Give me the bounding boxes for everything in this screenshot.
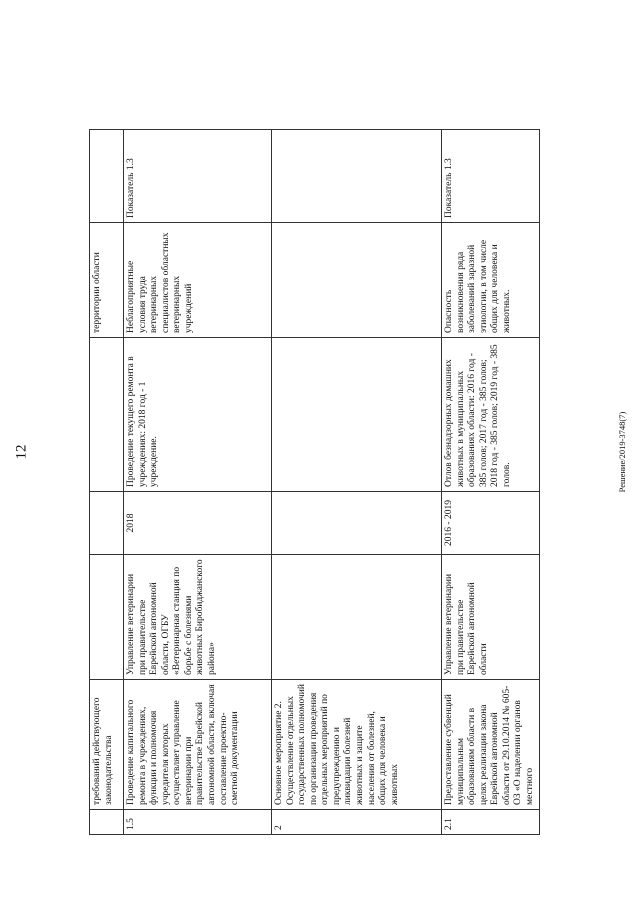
cell-term <box>272 492 442 555</box>
cell-measure-name: Основное мероприятие 2. Осуществление отдельных государственных полномочий по организации проведения отдельных мероприятий по предупреждению и ликвидации болезней животных и защите населения от болезней, общих для человека и животных <box>272 680 442 810</box>
cell-executor: Управление ветеринарии при правительстве Еврейской автономной области, ОГБУ «Ветеринарная станция по борьбе с болезнями животных Биробиджанского района» <box>124 555 272 680</box>
cell-consequences <box>272 223 442 338</box>
page-number: 12 <box>13 444 30 460</box>
cell-executor <box>272 555 442 680</box>
cell-indicator: Показатель 1.3 <box>124 130 272 223</box>
cell-expected-result <box>272 338 442 492</box>
rotated-table-container <box>89 130 536 835</box>
cell-indicator <box>90 130 124 223</box>
cell-indicator: Показатель 1.3 <box>442 130 540 223</box>
table-row <box>272 130 442 835</box>
cell-measure-name: требований действующего законодательства <box>90 680 124 810</box>
cell-number: 2 <box>272 810 442 835</box>
table-row <box>442 130 540 835</box>
cell-term: 2018 <box>124 492 272 555</box>
cell-term: 2016 - 2019 <box>442 492 540 555</box>
cell-executor <box>90 555 124 680</box>
cell-consequences: территории области <box>90 223 124 338</box>
table-row <box>124 130 272 835</box>
cell-number <box>90 810 124 835</box>
cell-executor: Управление ветеринарии при правительстве Еврейской автономной области <box>442 555 540 680</box>
cell-expected-result: Отлов безнадзорных домашних животных в муниципальных образованиях области: 2016 год - 385 голов; 2017 год - 385 голов; 2018 год - 385 голов; 2019 год - 385 голов. <box>442 338 540 492</box>
cell-expected-result <box>90 338 124 492</box>
cell-measure-name: Проведение капитального ремонта в учреждениях, функции и полномочия учредителя которых осуществляет управление ветеринарии при правительстве Еврейской автономной области, включая составление проектно-сметной документации <box>124 680 272 810</box>
cell-measure-name: Предоставление субвенций муниципальным образованиям области в целях реализации закона Еврейской автономной области от 29.10.2014 № 605-ОЗ «О наделении органов местного <box>442 680 540 810</box>
cell-term <box>90 492 124 555</box>
cell-number: 1.5 <box>124 810 272 835</box>
cell-indicator <box>272 130 442 223</box>
cell-consequences: Неблагоприятные условия труда ветеринарных специалистов областных ветеринарных учреждений <box>124 223 272 338</box>
table-row <box>90 130 124 835</box>
document-code: Решение/2019-3748(7) <box>617 411 627 493</box>
measures-table <box>89 129 540 835</box>
cell-number: 2.1 <box>442 810 540 835</box>
cell-expected-result: Проведение текущего ремонта в учреждениях: 2018 год - 1 учреждение. <box>124 338 272 492</box>
cell-consequences: Опасность возникновения ряда заболеваний заразной этиологии, в том числе общих для человека и животных. <box>442 223 540 338</box>
